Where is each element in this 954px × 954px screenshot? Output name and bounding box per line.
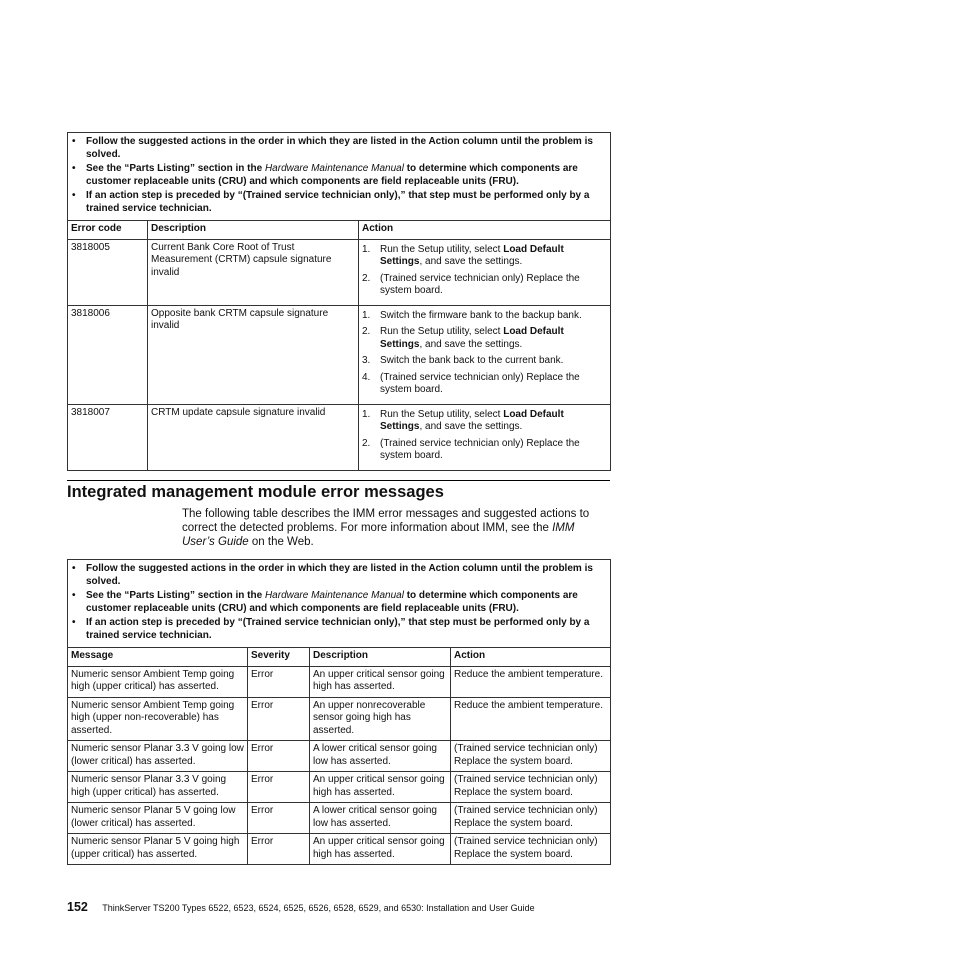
table-row [68, 834, 611, 865]
section-intro: The following table describes the IMM error messages and suggested actions to correct the detected problems. For more information about IMM, see the IMM User’s Guide on the Web. [182, 508, 590, 548]
description-cell: An upper critical sensor going high has asserted. [310, 834, 451, 865]
description-cell: A lower critical sensor going low has asserted. [310, 803, 451, 834]
table-row [68, 697, 611, 741]
message-cell: Numeric sensor Planar 3.3 V going high (upper critical) has asserted. [68, 772, 248, 803]
notes-block [68, 133, 611, 221]
message-cell: Numeric sensor Planar 3.3 V going low (lower critical) has asserted. [68, 741, 248, 772]
column-header: Message [68, 648, 248, 667]
table-row [68, 404, 611, 470]
bullet-icon: • [72, 563, 76, 574]
action-step: 1. Run the Setup utility, select Load Default Settings, and save the settings. [362, 408, 564, 432]
table-row [68, 803, 611, 834]
message-cell: Numeric sensor Planar 5 V going low (lower critical) has asserted. [68, 803, 248, 834]
footer-title: ThinkServer TS200 Types 6522, 6523, 6524, 6525, 6526, 6528, 6529, and 6530: Installation and User Guide [102, 903, 535, 913]
note-item: • See the “Parts Listing” section in the Hardware Maintenance Manual to determine which components are customer replaceable units (CRU) and which components are field replaceable units (FRU). [72, 590, 578, 614]
error-description: Current Bank Core Root of Trust Measurement (CRTM) capsule signature invalid [148, 239, 359, 305]
action-step: 2. (Trained service technician only) Replace the system board. [362, 437, 580, 461]
column-header: Description [310, 648, 451, 667]
action-cell: (Trained service technician only) Replace the system board. [451, 834, 611, 865]
column-header: Action [451, 648, 611, 667]
column-header: Severity [248, 648, 310, 667]
action-cell [359, 239, 611, 305]
note-item: • Follow the suggested actions in the order in which they are listed in the Action column until the problem is solved. [72, 563, 593, 587]
message-cell: Numeric sensor Ambient Temp going high (upper critical) has asserted. [68, 666, 248, 697]
action-step: 1. Switch the firmware bank to the backup bank. [362, 309, 582, 321]
column-header: Description [148, 221, 359, 240]
error-description: Opposite bank CRTM capsule signature invalid [148, 305, 359, 404]
page-number: 152 [67, 900, 88, 914]
severity-cell: Error [248, 772, 310, 803]
bullet-icon: • [72, 590, 76, 601]
description-cell: A lower critical sensor going low has asserted. [310, 741, 451, 772]
action-step: 3. Switch the bank back to the current bank. [362, 355, 564, 366]
severity-cell: Error [248, 666, 310, 697]
description-cell: An upper critical sensor going high has asserted. [310, 666, 451, 697]
action-step: 4. (Trained service technician only) Replace the system board. [362, 371, 580, 395]
notes-block [68, 560, 611, 648]
note-item: • See the “Parts Listing” section in the Hardware Maintenance Manual to determine which components are customer replaceable units (CRU) and which components are field replaceable units (FRU). [72, 163, 578, 187]
severity-cell: Error [248, 834, 310, 865]
action-cell [359, 305, 611, 404]
bullet-icon: • [72, 617, 76, 628]
table-row [68, 305, 611, 404]
table-header-row [68, 648, 611, 667]
column-header: Action [359, 221, 611, 240]
action-cell: (Trained service technician only) Replace the system board. [451, 803, 611, 834]
table-row [68, 741, 611, 772]
error-description: CRTM update capsule signature invalid [148, 404, 359, 470]
error-code: 3818007 [68, 404, 148, 470]
column-header: Error code [68, 221, 148, 240]
severity-cell: Error [248, 803, 310, 834]
description-cell: An upper nonrecoverable sensor going high has asserted. [310, 697, 451, 741]
table-row [68, 772, 611, 803]
action-cell: (Trained service technician only) Replace the system board. [451, 741, 611, 772]
error-code: 3818006 [68, 305, 148, 404]
action-step: 1. Run the Setup utility, select Load Default Settings, and save the settings. [362, 243, 564, 267]
page-footer [67, 900, 535, 914]
table-header-row [68, 221, 611, 240]
note-item: • If an action step is preceded by “(Trained service technician only),” that step must be performed only by a trained service technician. [72, 190, 590, 214]
error-code: 3818005 [68, 239, 148, 305]
note-item: • If an action step is preceded by “(Trained service technician only),” that step must be performed only by a trained service technician. [72, 617, 590, 641]
error-code-table [67, 132, 611, 471]
action-cell: (Trained service technician only) Replace the system board. [451, 772, 611, 803]
table-row [68, 666, 611, 697]
action-cell [359, 404, 611, 470]
bullet-icon: • [72, 190, 76, 201]
action-cell: Reduce the ambient temperature. [451, 666, 611, 697]
action-step: 2. Run the Setup utility, select Load Default Settings, and save the settings. [362, 326, 564, 350]
section-title: Integrated management module error messages [67, 480, 610, 502]
action-cell: Reduce the ambient temperature. [451, 697, 611, 741]
action-step: 2. (Trained service technician only) Replace the system board. [362, 272, 580, 296]
message-cell: Numeric sensor Planar 5 V going high (upper critical) has asserted. [68, 834, 248, 865]
message-cell: Numeric sensor Ambient Temp going high (upper non-recoverable) has asserted. [68, 697, 248, 741]
bullet-icon: • [72, 136, 76, 147]
table-row [68, 239, 611, 305]
severity-cell: Error [248, 741, 310, 772]
imm-message-table [67, 559, 611, 865]
description-cell: An upper critical sensor going high has asserted. [310, 772, 451, 803]
severity-cell: Error [248, 697, 310, 741]
note-item: • Follow the suggested actions in the order in which they are listed in the Action column until the problem is solved. [72, 136, 593, 160]
bullet-icon: • [72, 163, 76, 174]
